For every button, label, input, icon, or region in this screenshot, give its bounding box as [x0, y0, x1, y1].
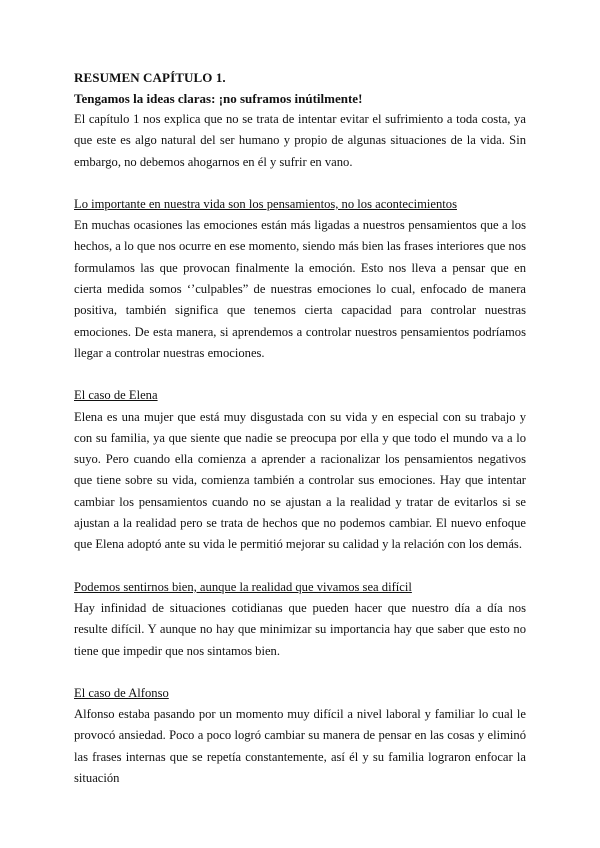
section-body-sentirnos-bien: Hay infinidad de situaciones cotidianas que pueden hacer que nuestro día a día nos resulte difícil. Y aunque no hay que minimizar su importancia hay que saber que esto no tiene que impedir que nos sintamos bien.	[74, 600, 526, 658]
section-body-alfonso: Alfonso estaba pasando por un momento muy difícil a nivel laboral y familiar lo cual le provocó ansiedad. Poco a poco logró cambiar su manera de pensar en las cosas y eliminó las frases internas que se repetía constantemente, así él y su familia lograron enfocar la situación	[74, 707, 526, 786]
document-page	[74, 64, 526, 789]
section-heading-elena: El caso de Elena	[74, 388, 158, 403]
intro-paragraph: El capítulo 1 nos explica que no se trata de intentar evitar el sufrimiento a toda costa, ya que este es algo natural del ser humano y propio de algunas situaciones de la vida. Sin embargo, no debemos ahogarnos en él y sufrir en vano.	[74, 112, 526, 169]
section-body-pensamientos: En muchas ocasiones las emociones están más ligadas a nuestros pensamientos que a los hechos, a lo que nos ocurre en ese momento, siendo más bien las frases interiores que nos formulamos las que provocan finalmente la emoción. Esto nos lleva a pensar que en cierta medida somos ‘’culpables” de nuestras emociones lo cual, enfocado de manera positiva, también significa que tenemos cierta capacidad para controlar nuestras emociones. De esta manera, si aprendemos a controlar nuestros pensamientos podríamos llegar a controlar nuestras emociones.	[74, 218, 526, 360]
section-heading-sentirnos-bien: Podemos sentirnos bien, aunque la realidad que vivamos sea difícil	[74, 579, 412, 594]
document-subtitle: Tengamos la ideas claras: ¡no suframos inútilmente!	[74, 91, 363, 106]
spacer	[74, 364, 526, 385]
spacer	[74, 173, 526, 194]
section-heading-alfonso: El caso de Alfonso	[74, 685, 169, 700]
section-body-elena: Elena es una mujer que está muy disgustada con su vida y en especial con su trabajo y con su familia, ya que siente que nadie se preocupa por ella y que todo el mundo va a lo suyo. Pero cuando ella comienza a aprender a racionalizar los pensamientos negativos que tiene sobre su vida, comienza también a controlar sus emociones. Hay que intentar cambiar los pensamientos cuando no se ajustan a la realidad y tratar de evitarlos si se ajustan a la realidad pero se trata de hechos que no podemos cambiar. El nuevo enfoque que Elena adoptó ante su vida le permitió mejorar su calidad y la relación con los demás.	[74, 409, 526, 552]
document-title: RESUMEN CAPÍTULO 1.	[74, 70, 226, 85]
spacer	[74, 556, 526, 577]
section-heading-pensamientos: Lo importante en nuestra vida son los pensamientos, no los acontecimientos	[74, 196, 457, 211]
spacer	[74, 662, 526, 683]
